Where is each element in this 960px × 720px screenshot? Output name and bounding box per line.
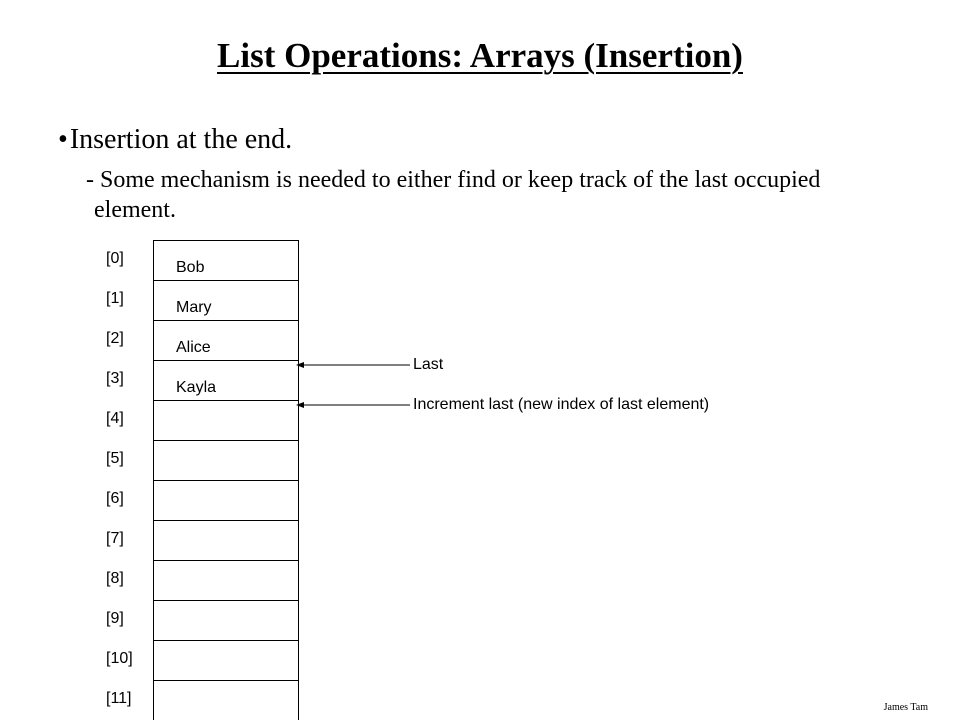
array-index-label: [5] <box>106 450 124 467</box>
array-index-label: [8] <box>106 570 124 587</box>
array-cell-value: Alice <box>176 339 211 356</box>
main-bullet-text: Insertion at the end. <box>69 124 293 155</box>
bullet-marker: • <box>58 124 68 155</box>
array-index-label: [9] <box>106 610 124 627</box>
array-cell-value: Bob <box>176 259 205 276</box>
array-cell-value: Mary <box>176 299 212 316</box>
array-index-label: [11] <box>106 690 132 707</box>
array-index-label: [4] <box>106 410 124 427</box>
increment-pointer-label: Increment last (new index of last element) <box>413 396 710 413</box>
author-footer: James Tam <box>883 702 928 713</box>
array-index-label: [3] <box>106 370 124 387</box>
sub-bullet-line-1: Some mechanism is needed to either find or keep track of the last occupied <box>100 167 821 193</box>
array-index-label: [1] <box>106 290 124 307</box>
sub-bullet-line-2: element. <box>94 197 176 223</box>
last-pointer-label: Last <box>413 356 444 373</box>
array-index-label: [2] <box>106 330 124 347</box>
slide-title: List Operations: Arrays (Insertion) <box>217 36 743 75</box>
array-index-label: [0] <box>106 250 124 267</box>
array-index-label: [7] <box>106 530 124 547</box>
array-index-label: [10] <box>106 650 133 667</box>
sub-bullet-marker: - <box>86 167 94 193</box>
array-cell-value: Kayla <box>176 379 217 396</box>
array-index-label: [6] <box>106 490 124 507</box>
